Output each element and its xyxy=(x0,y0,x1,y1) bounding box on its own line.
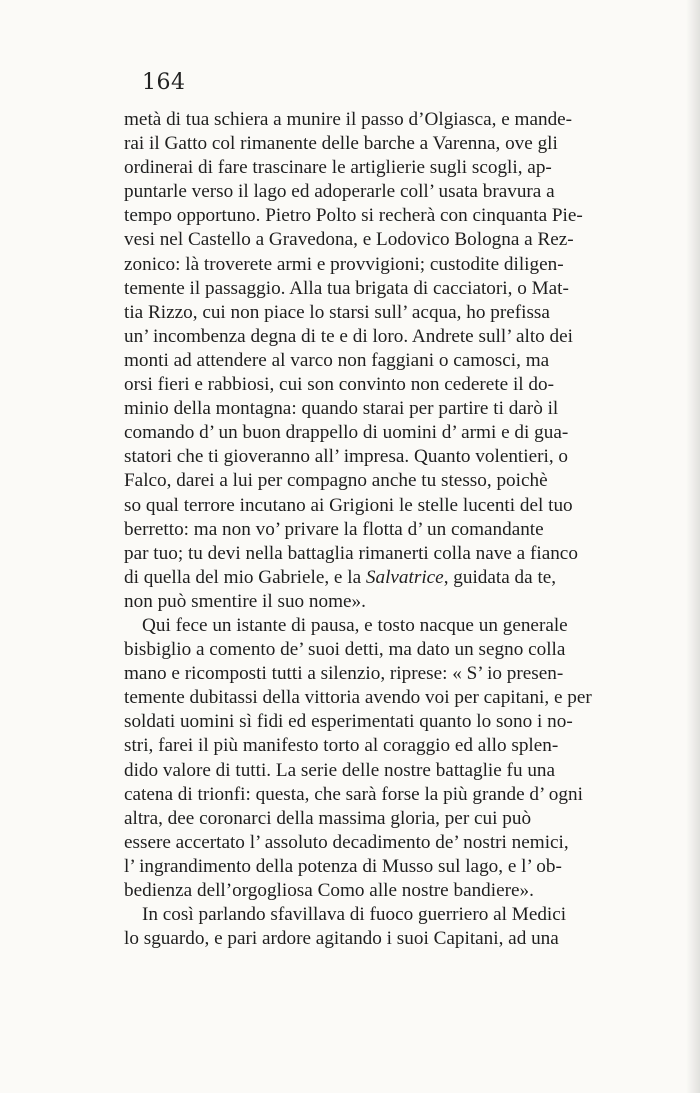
text-line: par tuo; tu devi nella battaglia rimanerti colla nave a fianco xyxy=(124,542,578,564)
text-segment: di quella del mio Gabriele, e la xyxy=(124,566,366,588)
text-line: rai il Gatto col rimanente delle barche a Varenna, ove gli xyxy=(124,133,558,155)
text-line: un’ incombenza degna di te e di loro. Andrete sull’ alto dei xyxy=(124,325,573,347)
text-line: altra, dee coronarci della massima gloria, per cui può xyxy=(124,807,532,829)
text-line: zonico: là troverete armi e provvigioni; custodite diligen- xyxy=(124,253,564,275)
text-line: In così parlando sfavillava di fuoco guerriero al Medici xyxy=(142,904,567,926)
text-line: essere accertato l’ assoluto decadimento de’ nostri nemici, xyxy=(124,831,569,853)
text-line: temente il passaggio. Alla tua brigata di cacciatori, o Mat- xyxy=(124,277,569,299)
text-line: berretto: ma non vo’ privare la flotta d’ un comandante xyxy=(124,518,544,540)
text-line: soldati uomini sì fidi ed esperimentati quanto lo sono i no- xyxy=(124,711,573,733)
text-segment: , guidata da te, xyxy=(443,566,557,588)
text-line: l’ ingrandimento della potenza di Musso sul lago, e l’ ob- xyxy=(124,855,562,877)
text-line: mano e ricomposti tutti a silenzio, riprese: « S’ io presen- xyxy=(124,663,564,685)
text-line: minio della montagna: quando starai per partire ti darò il xyxy=(124,398,559,420)
text-line: orsi fieri e rabbiosi, cui son convinto non cederete il do- xyxy=(124,374,554,396)
text-line: comando d’ un buon drappello di uomini d’ armi e di gua- xyxy=(124,422,569,444)
text-line: catena di trionfi: questa, che sarà forse la più grande d’ ogni xyxy=(124,783,583,805)
text-line: Qui fece un istante di pausa, e tosto nacque un generale xyxy=(142,614,568,636)
text-line: tempo opportuno. Pietro Polto si recherà con cinquanta Pie- xyxy=(124,205,583,227)
text-line: non può smentire il suo nome». xyxy=(124,590,366,612)
ship-name-italic: Salvatrice xyxy=(365,566,444,588)
text-line: vesi nel Castello a Gravedona, e Lodovico Bologna a Rez- xyxy=(124,229,574,251)
text-line: ordinerai di fare trascinare le artiglierie sugli scogli, ap- xyxy=(124,157,552,179)
text-line: metà di tua schiera a munire il passo d’Olgiasca, e mande- xyxy=(124,109,573,130)
text-line xyxy=(124,566,598,590)
text-line: puntarle verso il lago ed adoperarle coll’ usata bravura a xyxy=(124,181,555,203)
text-line: Falco, darei a lui per compagno anche tu stesso, poichè xyxy=(124,470,548,492)
text-line: stri, farei il più manifesto torto al coraggio ed allo splen- xyxy=(124,735,559,757)
text-line: temente dubitassi della vittoria avendo voi per capitani, e per xyxy=(124,687,592,709)
text-line: tia Rizzo, cui non piace lo starsi sull’ acqua, ho prefissa xyxy=(124,301,550,323)
body-text xyxy=(124,108,598,951)
text-line: monti ad attendere al varco non faggiani o camosci, ma xyxy=(124,349,550,371)
text-line: bedienza dell’orgogliosa Como alle nostre bandiere». xyxy=(124,880,534,901)
text-line: dido valore di tutti. La serie delle nostre battaglie fu una xyxy=(124,759,556,781)
text-line: lo sguardo, e pari ardore agitando i suoi Capitani, ad una xyxy=(124,928,559,950)
text-line: statori che ti gioveranno all’ impresa. Quanto volentieri, o xyxy=(124,446,569,468)
page-number: 164 xyxy=(142,70,186,95)
text-line: bisbiglio a comento de’ suoi detti, ma dato un segno colla xyxy=(124,639,566,661)
page-edge-shadow xyxy=(686,0,700,1093)
text-line: so qual terrore incutano ai Grigioni le stelle lucenti del tuo xyxy=(124,494,573,516)
